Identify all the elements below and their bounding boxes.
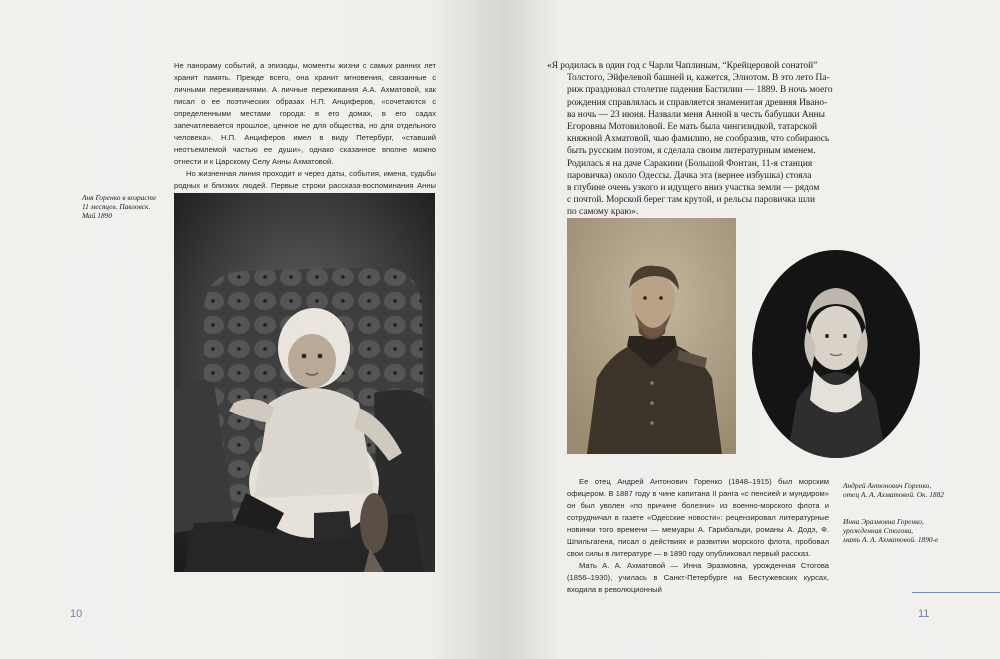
quote-line: по самому краю». [567,207,639,218]
caption-line: Андрей Антонович Горенко, [843,481,932,490]
left-body-text [174,60,436,204]
child-in-armchair-photo [174,193,435,572]
right-body-text [567,476,829,596]
quote-line: рождения справлялась и справляется знаменитая древняя Ивано- [567,97,828,108]
father-photo-caption [843,481,983,499]
quote-line: с почтой. Морской берег там крутой, и рельсы паровичка шли [567,195,815,206]
left-paragraph: Но жизненная линия проходит и через даты, события, имена, судьбы родных и близких людей. Первые строки рассказа-воспоминания Анны [174,169,436,190]
quote-line: Толстого, Эйфелевой башней и, кажется, Элиотом. В это лето Па- [567,73,830,84]
quote-line: «Я родилась в один год с Чарли Чаплиным, “Крейцеровой сонатой” [547,61,818,71]
quote-line: Егоровны Мотовиловой. Ее мать была чингизидкой, татарской [567,122,818,133]
right-paragraph: Мать А. А. Ахматовой — Инна Эразмовна, урожденная Стогова (1856–1930), училась в Санкт-Петербурге на Бестужевских курсах, входила в революционный [567,561,829,594]
memoir-quote [547,60,847,219]
caption-line: мать А. А. Ахматовой. 1890-е [843,535,939,545]
right-page [500,0,1000,659]
page-number-left: 10 [70,608,83,620]
quote-line: ва ночь — 23 июня. Назвали меня Анной в честь бабушки Анны [567,109,825,120]
mother-photo-caption [843,517,983,545]
quote-line: Родилась я на даче Саракини (Большой Фонтан, 11-я станция [567,158,813,169]
quote-line: в глубине очень узкого и идущего вниз участка земли — рядом [567,183,820,194]
quote-line: риж праздновал столетие падения Бастилии — 1889. В ночь моего [567,85,833,96]
quote-line: княжной Ахматовой, чью фамилию, не сообразив, что собираюсь [567,134,830,145]
caption-line: Май 1890 [82,211,113,221]
caption-line: Инна Эразмовна Горенко, [843,517,924,526]
quote-line: быть русским поэтом, я сделала своим литературным именем. [567,146,816,157]
left-paragraph: Не панораму событий, а эпизоды, моменты жизни с самых ранних лет хранит память. Прежде всего, она хранит мгновения, связанные с личными переживаниями. А личные переживания А.А. Ахматовой, как писал о ее поэтических образах Н.П. Анциферов, «сочетаются с определенными местами города: в его домах, в его садах запечатлевается прошлое, ценное не для общества, но для отдельного человека». Н.П. Анциферов имел в виду Петербург, «ставший неотъемлемой частью ее души», однако сказанное вполне можно отнести и к Царскому Селу Анны Ахматовой. [174,61,436,166]
caption-line: урожденная Стогова, [843,526,914,536]
caption-line: отец А. А. Ахматовой. Ок. 1882 [843,490,944,500]
child-photo-caption [82,193,172,221]
caption-line: Аня Горенко в возрасте [82,193,157,202]
right-paragraph: Ее отец Андрей Антонович Горенко (1848–1915) был морским офицером. В 1887 году в чине капитана II ранга «с пенсией и мундиром» он был уволен «по причине болезни» из военно-морского флота и сотрудничал в газете «Одесские новости»: рецензировал литературные новинки того времени — мемуары А. Гарибальди, романы А. Додэ, Ф. Шпильгагена, писал о действиях и развитии морского флота, пробовал свои силы в литературе — в 1890 году опубликовал первый рассказ. [567,477,829,558]
page-number-right: 11 [918,608,930,620]
mother-portrait-photo [752,250,920,458]
folio-rule [912,592,1000,593]
caption-line: 11 месяцев. Павловск. [82,202,151,212]
father-portrait-photo [567,218,736,454]
quote-line: паровичка) около Одессы. Дачка эта (вернее избушка) стояла [567,170,812,181]
